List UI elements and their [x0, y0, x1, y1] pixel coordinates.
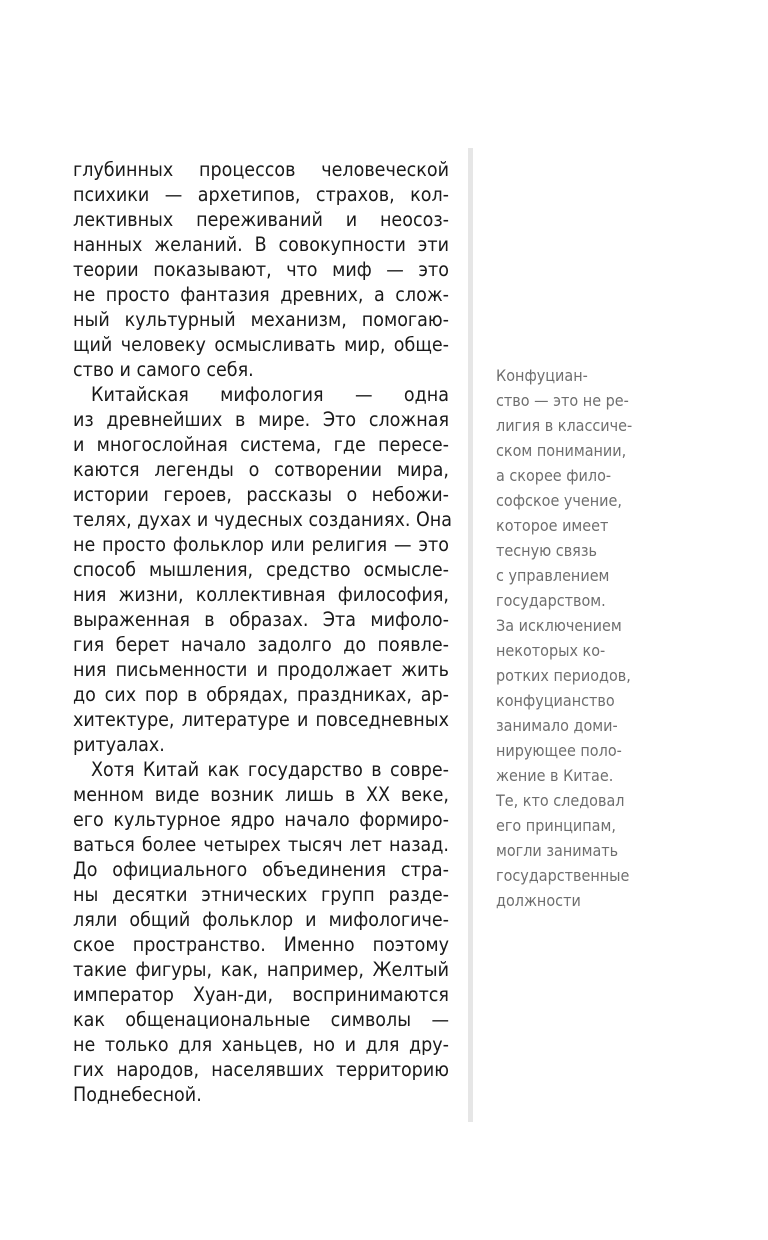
- text-line: ния письменности и продолжает жить: [73, 658, 449, 681]
- sidenote-line: должности: [496, 891, 581, 910]
- sidenote-line: ство — это не ре-: [496, 391, 629, 410]
- sidenote-line: За исключением: [496, 616, 622, 635]
- sidenote-line: ротких периодов,: [496, 666, 631, 685]
- sidenote-line: занимало доми-: [496, 716, 618, 735]
- sidenote-line: нирующее поло-: [496, 741, 622, 760]
- main-text-column: [73, 157, 453, 1107]
- text-line: Хотя Китай как государство в совре-: [91, 758, 449, 781]
- text-line: как общенациональные символы —: [73, 1008, 449, 1031]
- paragraph-2: [73, 382, 453, 757]
- sidenote-line: лигия в классиче-: [496, 416, 633, 435]
- sidenote-line: Те, кто следовал: [496, 791, 625, 810]
- sidenote-confucianism: [496, 363, 666, 913]
- column-divider: [468, 148, 473, 1122]
- sidenote-line: государственные: [496, 866, 630, 885]
- text-line: ство и самого себя.: [73, 358, 254, 381]
- sidenote-line: некоторых ко-: [496, 641, 606, 660]
- text-line: психики — архетипов, страхов, кол-: [73, 183, 449, 206]
- text-line: не просто фольклор или религия — это: [73, 533, 449, 556]
- text-line: глубинных процессов человеческой: [73, 158, 449, 181]
- sidenote-line: а скорее фило-: [496, 466, 612, 485]
- text-line: ный культурный механизм, помогаю-: [73, 308, 449, 331]
- text-line: ваться более четырех тысяч лет назад.: [73, 833, 449, 856]
- sidenote-line: государством.: [496, 591, 606, 610]
- sidenote-line: Конфуциан-: [496, 366, 588, 385]
- text-line: истории героев, рассказы о небожи-: [73, 483, 449, 506]
- text-line: ны десятки этнических групп разде-: [73, 883, 449, 906]
- sidenote-line: которое имеет: [496, 516, 609, 535]
- text-line: не просто фантазия древних, а слож-: [73, 283, 449, 306]
- sidenote-line: с управлением: [496, 566, 610, 585]
- sidenote-line: конфуцианство: [496, 691, 615, 710]
- sidenote-line: ском понимании,: [496, 441, 627, 460]
- text-line: ритуалах.: [73, 733, 165, 756]
- text-line: теории показывают, что миф — это: [73, 258, 449, 281]
- text-line: нанных желаний. В совокупности эти: [73, 233, 449, 256]
- text-line: телях, духах и чудесных созданиях. Она: [73, 508, 453, 531]
- sidenote-line: тесную связь: [496, 541, 597, 560]
- text-line: хитектуре, литературе и повседневных: [73, 708, 449, 731]
- text-line: До официального объединения стра-: [73, 858, 449, 881]
- text-line: лективных переживаний и неосоз-: [73, 208, 449, 231]
- paragraph-1: [73, 157, 449, 382]
- text-line: менном виде возник лишь в XX веке,: [73, 783, 449, 806]
- text-line: ское пространство. Именно поэтому: [73, 933, 449, 956]
- text-line: выраженная в образах. Эта мифоло-: [73, 608, 449, 631]
- text-line: способ мышления, средство осмысле-: [73, 558, 449, 581]
- text-line: и многослойная система, где пересе-: [73, 433, 449, 456]
- sidenote-line: софское учение,: [496, 491, 622, 510]
- text-line: каются легенды о сотворении мира,: [73, 458, 449, 481]
- text-line: Поднебесной.: [73, 1083, 202, 1106]
- text-line: его культурное ядро начало формиро-: [73, 808, 449, 831]
- text-line: не только для ханьцев, но и для дру-: [73, 1033, 449, 1056]
- text-line: гия берет начало задолго до появле-: [73, 633, 449, 656]
- text-line: Китайская мифология — одна: [91, 383, 449, 406]
- text-line: до сих пор в обрядах, праздниках, ар-: [73, 683, 449, 706]
- text-line: такие фигуры, как, например, Желтый: [73, 958, 449, 981]
- sidenote-line: его принципам,: [496, 816, 616, 835]
- text-line: из древнейших в мире. Это сложная: [73, 408, 449, 431]
- sidenote-line: жение в Китае.: [496, 766, 614, 785]
- text-line: ляли общий фольклор и мифологиче-: [73, 908, 449, 931]
- sidenote-line: могли занимать: [496, 841, 619, 860]
- text-line: император Хуан-ди, воспринимаются: [73, 983, 449, 1006]
- paragraph-3: [73, 757, 449, 1107]
- text-line: щий человеку осмысливать мир, обще-: [73, 333, 449, 356]
- text-line: гих народов, населявших территорию: [73, 1058, 449, 1081]
- text-line: ния жизни, коллективная философия,: [73, 583, 449, 606]
